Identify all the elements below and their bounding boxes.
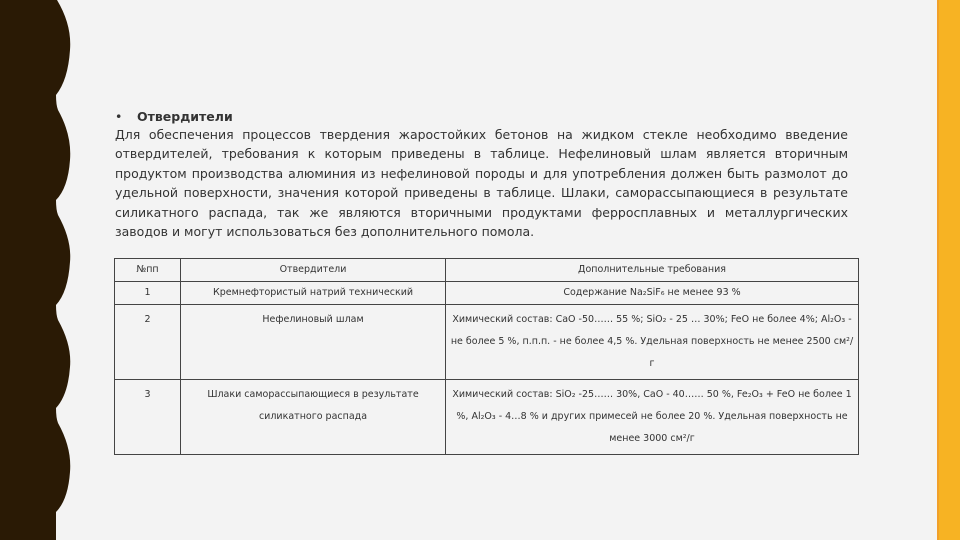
header-requirements: Дополнительные требования <box>446 259 859 282</box>
table-row <box>115 305 859 380</box>
cell-num: 3 <box>115 380 181 455</box>
bullet: • <box>115 109 123 124</box>
hardeners-table <box>114 258 859 455</box>
left-wavy-band <box>0 0 80 540</box>
cell-req: Химический состав: SiO₂ -25…… 30%, CaO - 40…… 50 %, Fe₂O₃ + FeO не более 1 %, Al₂O₃ - 4…8 % и других примесей не более 20 %. Удельная поверхность не менее 3000 см²/г <box>446 380 859 455</box>
cell-req: Содержание Na₂SiF₆ не менее 93 % <box>446 282 859 305</box>
section-heading <box>115 109 233 124</box>
body-paragraph: Для обеспечения процессов твердения жаростойких бетонов на жидком стекле необходимо введение отвердителей, требования к которым приведены в таблице. Нефелиновый шлам является вторичным продуктом производства алюминия из нефелиновой породы и для употребления должен быть размолот до удельной поверхности, значения которой приведены в таблице. Шлаки, саморассыпающиеся в результате силикатного распада, так же являются вторичными продуктами ферросплавных и металлургических заводов и могут использоваться без дополнительного помола. <box>115 127 848 240</box>
cell-num: 2 <box>115 305 181 380</box>
cell-name: Нефелиновый шлам <box>181 305 446 380</box>
cell-name: Шлаки саморассыпающиеся в результате силикатного распада <box>181 380 446 455</box>
right-accent-bar <box>937 0 960 540</box>
heading-title: Отвердители <box>137 109 233 124</box>
table-row <box>115 282 859 305</box>
cell-num: 1 <box>115 282 181 305</box>
header-hardener: Отвердители <box>181 259 446 282</box>
cell-name: Кремнефтористый натрий технический <box>181 282 446 305</box>
cell-req: Химический состав: CaO -50…… 55 %; SiO₂ - 25 … 30%; FeO не более 4%; Al₂O₃ - не более 5 %, п.п.п. - не более 4,5 %. Удельная поверхность не менее 2500 см²/г <box>446 305 859 380</box>
header-num: №пп <box>115 259 181 282</box>
table-row <box>115 380 859 455</box>
table-header-row <box>115 259 859 282</box>
